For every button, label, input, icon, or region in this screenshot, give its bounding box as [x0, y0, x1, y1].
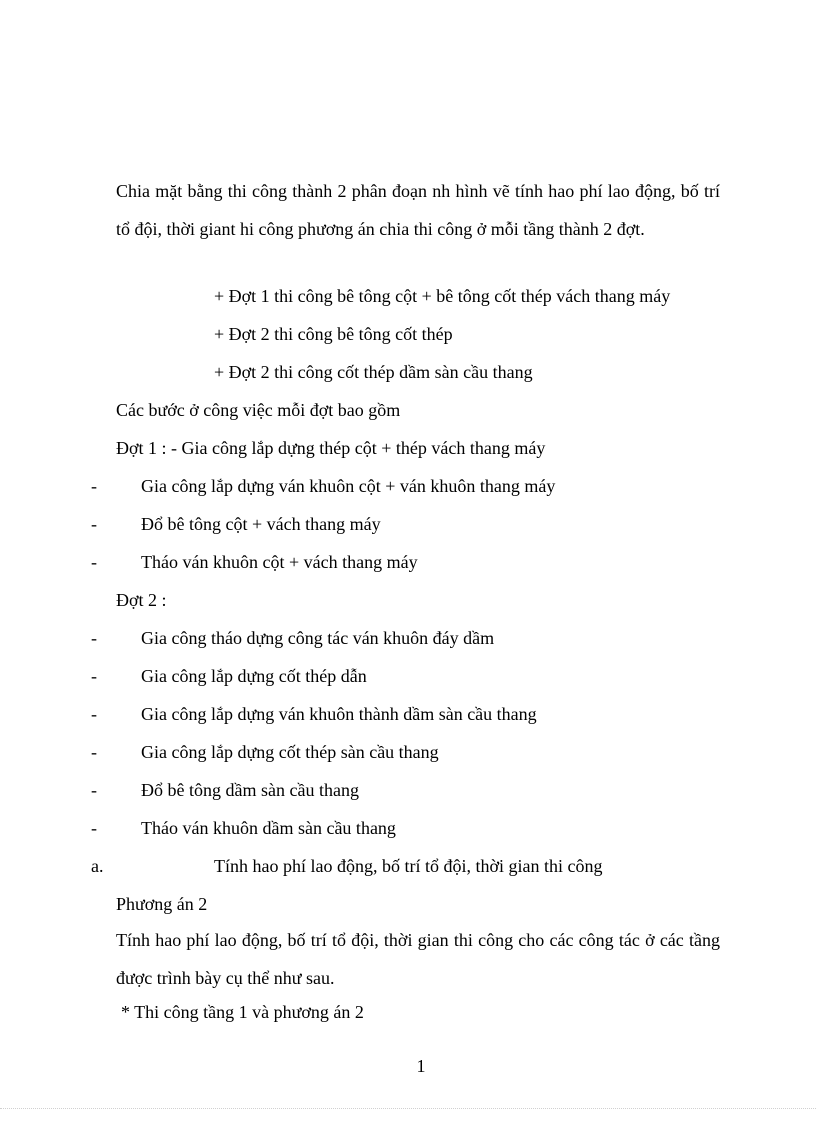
section-a-title: Tính hao phí lao động, bố trí tổ đội, thời gian thi công	[214, 856, 603, 876]
page-number: 1	[416, 1056, 426, 1076]
list-bullet: -	[91, 666, 97, 686]
list-bullet: -	[91, 780, 97, 800]
list-item: Đổ bê tông dầm sàn cầu thang	[141, 780, 359, 800]
phase-line-1: + Đợt 1 thi công bê tông cột + bê tông cốt thép vách thang máy	[214, 286, 671, 306]
list-bullet: -	[91, 476, 97, 496]
detail-paragraph: Tính hao phí lao động, bố trí tổ đội, thời gian thi công cho các công tác ở các tầng được trình bày cụ thể như sau.	[116, 930, 720, 988]
list-item: Gia công tháo dựng công tác ván khuôn đáy dầm	[141, 628, 495, 648]
steps-intro: Các bước ở công việc mỗi đợt bao gồm	[116, 400, 401, 420]
section-a-marker: a.	[91, 856, 104, 876]
list-item: Gia công lắp dựng ván khuôn thành dầm sàn cầu thang	[141, 704, 537, 724]
phase-line-3: + Đợt 2 thi công cốt thép dầm sàn cầu thang	[214, 362, 533, 382]
list-bullet: -	[91, 552, 97, 572]
option-label: Phương án 2	[116, 894, 208, 914]
list-bullet: -	[91, 704, 97, 724]
list-item: Gia công lắp dựng cốt thép dẫn	[141, 666, 367, 686]
floor-note: * Thi công tầng 1 và phương án 2	[121, 1002, 364, 1022]
list-item: Tháo ván khuôn cột + vách thang máy	[141, 552, 418, 572]
list-bullet: -	[91, 818, 97, 838]
phase-line-2: + Đợt 2 thi công bê tông cốt thép	[214, 324, 453, 344]
list-item: Tháo ván khuôn dầm sàn cầu thang	[141, 818, 396, 838]
list-bullet: -	[91, 628, 97, 648]
phase1-heading: Đợt 1 : - Gia công lắp dựng thép cột + thép vách thang máy	[116, 438, 546, 458]
list-item: Gia công lắp dựng ván khuôn cột + ván khuôn thang máy	[141, 476, 556, 496]
phase2-heading: Đợt 2 :	[116, 590, 167, 610]
list-item: Gia công lắp dựng cốt thép sàn cầu thang	[141, 742, 439, 762]
page-bottom-divider	[0, 1108, 816, 1109]
list-bullet: -	[91, 742, 97, 762]
list-bullet: -	[91, 514, 97, 534]
list-item: Đổ bê tông cột + vách thang máy	[141, 514, 381, 534]
intro-paragraph: Chia mặt bằng thi công thành 2 phân đoạn nh hình vẽ tính hao phí lao động, bố trí tổ đội, thời giant hi công phương án chia thi công ở mỗi tầng thành 2 đợt.	[116, 181, 720, 239]
